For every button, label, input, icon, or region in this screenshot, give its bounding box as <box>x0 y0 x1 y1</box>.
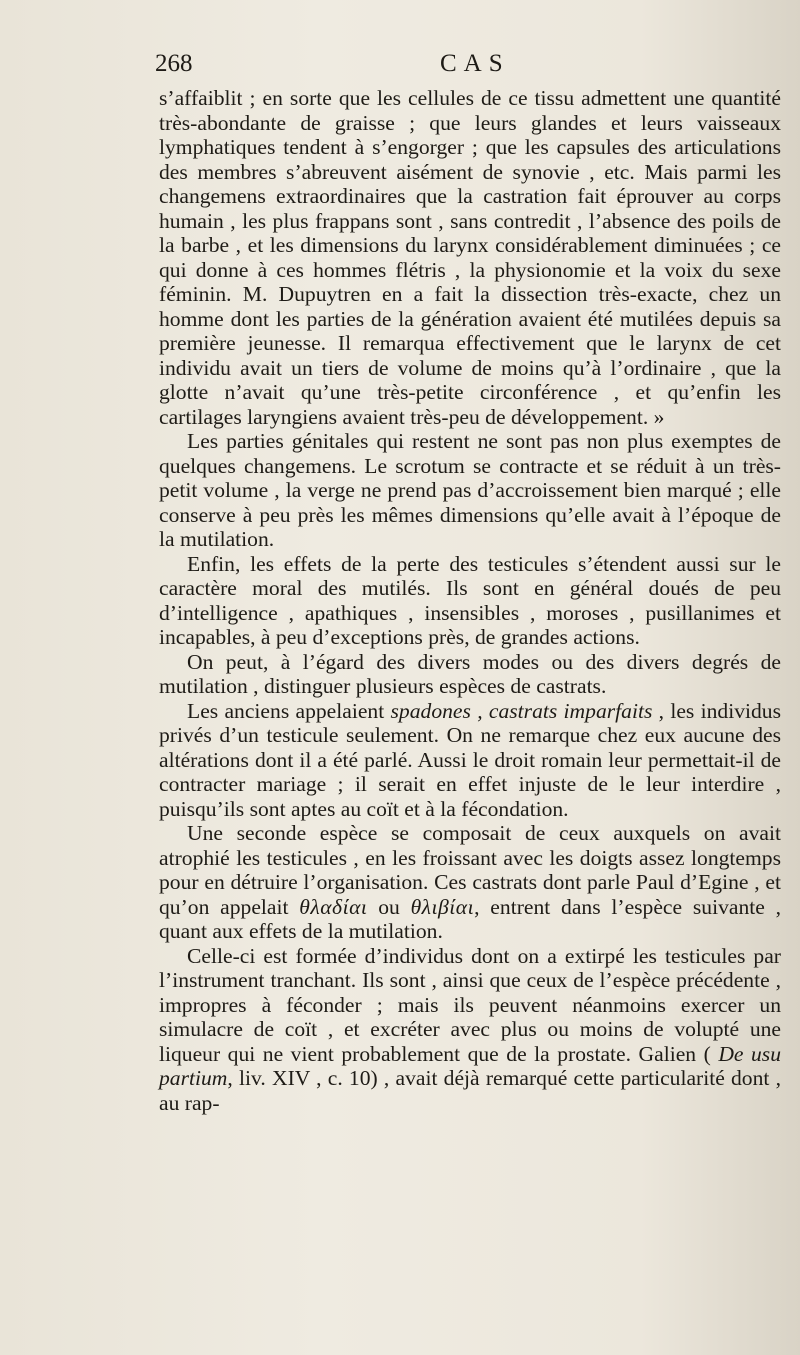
paragraph-6-text-b: ou <box>367 894 411 919</box>
paragraph-2: Les parties génitales qui restent ne sont pas non plus exemptes de quelques changemens. Le scrotum se contracte et se réduit à un très-petit volume , la verge ne prend pas d’accroissement bien marqué ; elle conserve à peu près les mêmes dimensions qu’elle avait à l’époque de la mutilation. <box>159 429 781 551</box>
paragraph-6-text-a: Une seconde espèce se composait de ceux auxquels on avait atrophié les testicules , en les froissant avec les doigts assez longtemps pour en détruire l’organisation. Ces castrats dont parle Paul d’Egine , et qu’on appelait <box>159 821 781 919</box>
body-text <box>159 86 781 1115</box>
paragraph-5-text-a: Les anciens appelaient <box>187 698 391 723</box>
paragraph-7-text-b: , liv. XIV , c. 10) , avait déjà remarqué cette particularité dont , au rap- <box>159 1066 781 1115</box>
page-header <box>155 50 772 82</box>
paragraph-6-greek-2: θλιβίαι <box>410 894 475 919</box>
paragraph-5-text-b: , les individus privés d’un testicule seulement. On ne remarque chez eux aucune des altérations dont il a été parlé. Aussi le droit romain leur permettait-il de contracter mariage ; il serait en effet injuste de le leur interdire , puisqu’ils sont aptes au coït et à la fécondation. <box>159 698 781 821</box>
paragraph-3: Enfin, les effets de la perte des testicules s’étendent aussi sur le caractère moral des mutilés. Ils sont en général doués de peu d’intelligence , apathiques , insensibles , moroses , pusillanimes et incapables, à peu d’exceptions près, de grandes actions. <box>159 551 781 649</box>
paragraph-6-text-c: , entrent dans l’espèce suivante , quant aux effets de la mutilation. <box>159 894 782 943</box>
running-head: CAS <box>440 50 510 77</box>
paragraph-6 <box>159 821 781 944</box>
paragraph-7-italic: De usu partium <box>159 1041 781 1090</box>
paragraph-7 <box>159 944 781 1116</box>
paragraph-5-italic: spadones , castrats imparfaits <box>390 698 653 723</box>
paragraph-6-greek-1: θλαδίαι <box>299 894 368 919</box>
paragraph-5 <box>159 699 781 822</box>
paragraph-4: On peut, à l’égard des divers modes ou des divers degrés de mutilation , distinguer plusieurs espèces de castrats. <box>159 649 781 698</box>
paragraph-1: s’affaiblit ; en sorte que les cellules de ce tissu admettent une quantité très-abondante de graisse ; que leurs glandes et leurs vaisseaux lymphatiques tendent à s’engorger ; que les capsules des articulations des membres s’abreuvent aisément de synovie , etc. Mais parmi les changemens extraordinaires que la castration fait éprouver au corps humain , les plus frappans sont , sans contredit , l’absence des poils de la barbe , et les dimensions du larynx considérablement diminuées ; ce qui donne à ces hommes flétris , la physionomie et la voix du sexe féminin. M. Dupuytren en a fait la dissection très-exacte, chez un homme dont les parties de la génération avaient été mutilées depuis sa première jeunesse. Il remarqua effectivement que le larynx de cet individu avait un tiers de volume de moins qu’à l’ordinaire , que la glotte n’avait qu’une très-petite circonférence , et qu’enfin les cartilages laryngiens avaient très-peu de développement. » <box>159 86 781 429</box>
paragraph-7-text-a: Celle-ci est formée d’individus dont on a extirpé les testicules par l’instrument tranchant. Ils sont , ainsi que ceux de l’espèce précédente , impropres à féconder ; mais ils peuvent néanmoins exercer un simulacre de coït , et excréter avec plus ou moins de volupté une liqueur qui ne vient probablement que de la prostate. Galien ( <box>159 943 781 1066</box>
page-number: 268 <box>155 50 193 77</box>
